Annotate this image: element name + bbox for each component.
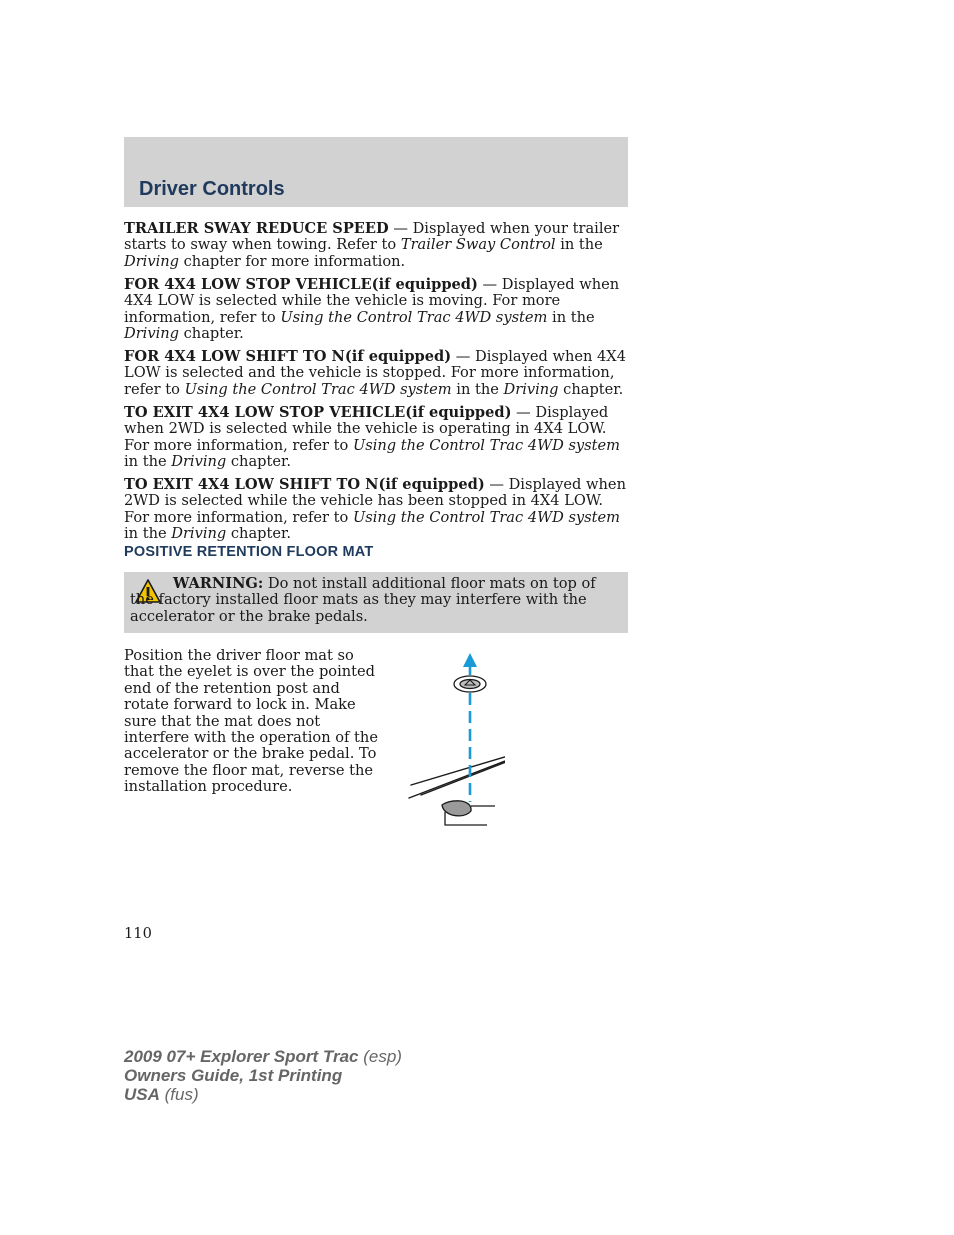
section-title: POSITIVE RETENTION FLOOR MAT [124,544,374,560]
retention-post [442,801,495,825]
footer-line-2: Owners Guide, 1st Printing [124,1066,343,1085]
chapter-header-band [124,137,628,207]
installation-instructions: Position the driver floor mat so that the eyelet is over the pointed end of the retention post and rotate forward to lock in. Make sure that the mat does not interfere with the operation of the accelerator or the brake pedal. To remove the floor mat, reverse the installation procedure. [124,647,378,796]
footer-line-3: USA (fus) [124,1085,199,1104]
retention-eyelet [454,676,486,692]
message-trailer-sway: TRAILER SWAY REDUCE SPEED — Displayed when your trailer starts to sway when towing. Refer to Trailer Sway Control in the Driving chapter for more information. [124,220,620,270]
document-footer [124,1047,402,1104]
message-list [124,221,630,549]
message-4x4-low-shift-n: FOR 4X4 LOW SHIFT TO N(if equipped) — Displayed when 4X4 LOW is selected and the vehicle is stopped. For more information, refer to Using the Control Trac 4WD system in the Driving chapter. [124,348,626,398]
chapter-title: Driver Controls [139,178,285,200]
floor-mat-retention-illustration [405,648,505,833]
warning-text: WARNING: Do not install additional floor mats on top of the factory installed floor mats as they may interfere with the accelerator or the brake pedals. [130,575,596,625]
message-4x4-low-stop: FOR 4X4 LOW STOP VEHICLE(if equipped) — Displayed when 4X4 LOW is selected while the vehicle is moving. For more information, refer to Using the Control Trac 4WD system in the Driving chapter. [124,275,620,343]
message-exit-4x4-low-stop: TO EXIT 4X4 LOW STOP VEHICLE(if equipped) — Displayed when 2WD is selected while the vehicle is operating in 4X4 LOW. For more information, refer to Using the Control Trac 4WD system in the Driving chapter. [124,403,621,471]
page-number: 110 [124,925,152,942]
mat-edge-outer [411,653,505,785]
message-exit-4x4-low-shift-n: TO EXIT 4X4 LOW SHIFT TO N(if equipped) — Displayed when 2WD is selected while the vehicle has been stopped in 4X4 LOW. For more information, refer to Using the Control Trac 4WD system in the Driving chapter. [124,476,626,543]
footer-line-1: 2009 07+ Explorer Sport Trac (esp) [124,1047,402,1066]
direction-arrow [463,653,477,802]
mat-edge-underside [421,724,505,795]
warning-box [124,572,628,633]
mat-edge-inner [409,657,505,798]
